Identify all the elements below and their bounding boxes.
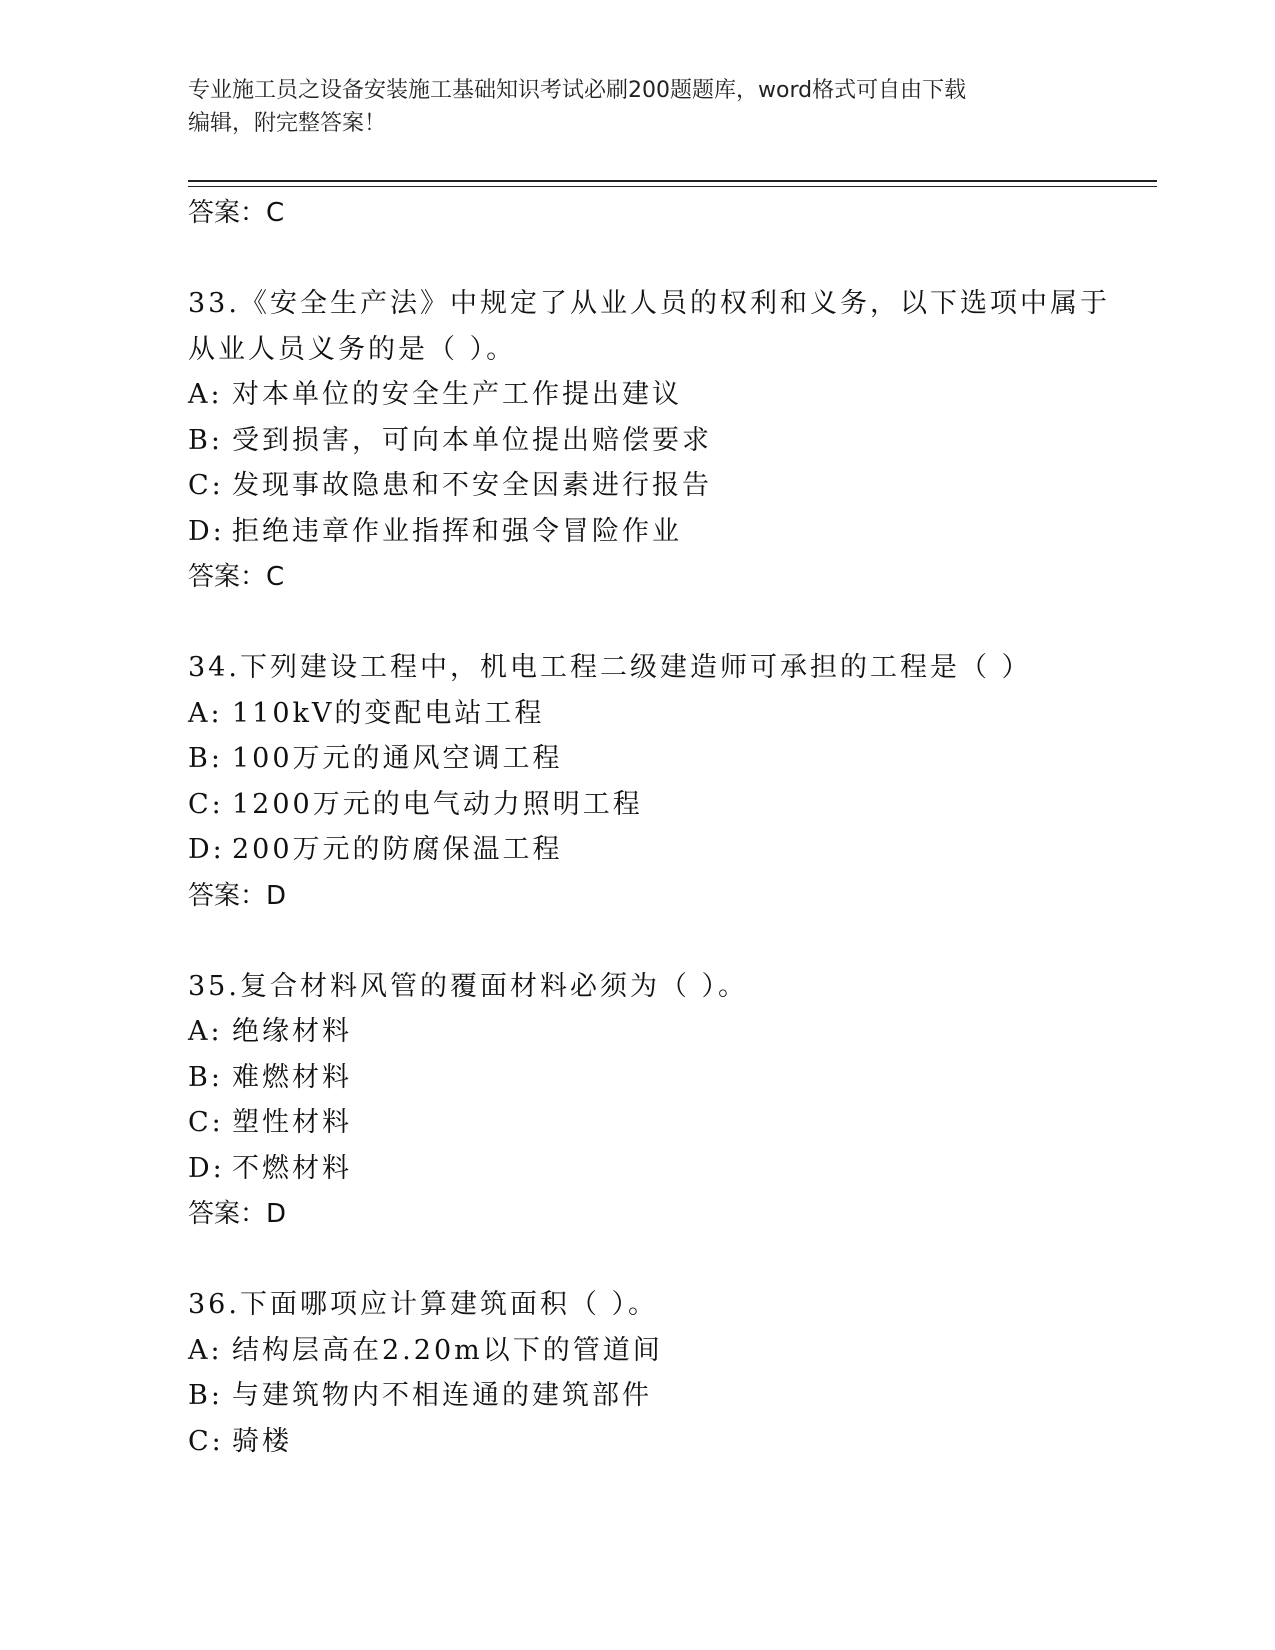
- option-d: [188, 827, 1088, 873]
- option-text: 对本单位的安全生产工作提出建议: [232, 379, 682, 410]
- option-d: [188, 509, 1088, 555]
- question-text: 33.《安全生产法》中规定了从业人员的权利和义务，以下选项中属于: [188, 288, 1110, 319]
- question-text: 36.下面哪项应计算建筑面积（ ）。: [188, 1289, 659, 1320]
- option-b: [188, 418, 1088, 464]
- option-key: A:: [188, 1334, 223, 1366]
- option-key: D:: [188, 515, 225, 547]
- answer-label: 答案：C: [188, 562, 285, 592]
- header-rule-thin: [188, 186, 1157, 187]
- option-b: [188, 1055, 1088, 1101]
- option-a: [188, 1328, 1088, 1374]
- question-text: 从业人员义务的是（ ）。: [188, 333, 517, 365]
- option-text: 110kV的变配电站工程: [232, 697, 545, 729]
- header-rule-thick: [188, 180, 1157, 182]
- option-b: [188, 1373, 1088, 1419]
- question-33: [188, 281, 1110, 600]
- option-text: 塑性材料: [232, 1107, 352, 1138]
- question-text: 34.下列建设工程中，机电工程二级建造师可承担的工程是（ ）: [188, 652, 1032, 683]
- option-key: C:: [188, 788, 224, 820]
- option-key: B:: [188, 1380, 223, 1411]
- option-key: A:: [188, 697, 223, 729]
- option-c: [188, 1100, 1088, 1146]
- answer-label: 答案：D: [188, 880, 287, 911]
- option-text: 受到损害，可向本单位提出赔偿要求: [232, 424, 712, 456]
- option-text: 发现事故隐患和不安全因素进行报告: [232, 470, 712, 501]
- option-key: B:: [188, 743, 223, 774]
- option-text: 骑楼: [232, 1425, 292, 1457]
- option-key: A:: [188, 379, 223, 410]
- option-text: 1200万元的电气动力照明工程: [232, 788, 643, 820]
- option-key: A:: [188, 1016, 223, 1047]
- option-c: [188, 782, 1088, 828]
- question-35: [188, 964, 1088, 1238]
- option-key: D:: [188, 1152, 225, 1184]
- option-text: 难燃材料: [232, 1061, 352, 1093]
- option-text: 拒绝违章作业指挥和强令冒险作业: [232, 515, 682, 547]
- option-key: C:: [188, 470, 224, 501]
- question-36: [188, 1282, 1088, 1464]
- option-b: [188, 736, 1088, 782]
- option-key: B:: [188, 1061, 223, 1093]
- page-header: [188, 74, 1088, 140]
- answer-label: 答案：D: [188, 1199, 287, 1229]
- question-text: 35.复合材料风管的覆面材料必须为（ ）。: [188, 970, 749, 1002]
- option-key: B:: [188, 424, 223, 456]
- question-34: [188, 645, 1088, 919]
- option-text: 与建筑物内不相连通的建筑部件: [232, 1380, 652, 1411]
- option-text: 绝缘材料: [232, 1016, 352, 1047]
- option-c: [188, 1419, 1088, 1465]
- header-line-1: 专业施工员之设备安装施工基础知识考试必刷200题题库，word格式可自由下载: [188, 78, 967, 103]
- option-text: 不燃材料: [232, 1152, 352, 1184]
- header-line-2: 编辑，附完整答案！: [188, 111, 387, 136]
- option-key: C:: [188, 1425, 224, 1457]
- option-key: C:: [188, 1107, 224, 1138]
- option-c: [188, 463, 1088, 509]
- answer-label: 答案：C: [188, 198, 285, 228]
- option-text: 100万元的通风空调工程: [232, 743, 563, 774]
- option-a: [188, 372, 1088, 418]
- option-d: [188, 1146, 1088, 1192]
- option-text: 结构层高在2.20m以下的管道间: [232, 1334, 663, 1366]
- option-a: [188, 1009, 1088, 1055]
- option-text: 200万元的防腐保温工程: [232, 834, 563, 865]
- option-a: [188, 691, 1088, 737]
- content: [188, 190, 1110, 1464]
- option-key: D:: [188, 834, 225, 865]
